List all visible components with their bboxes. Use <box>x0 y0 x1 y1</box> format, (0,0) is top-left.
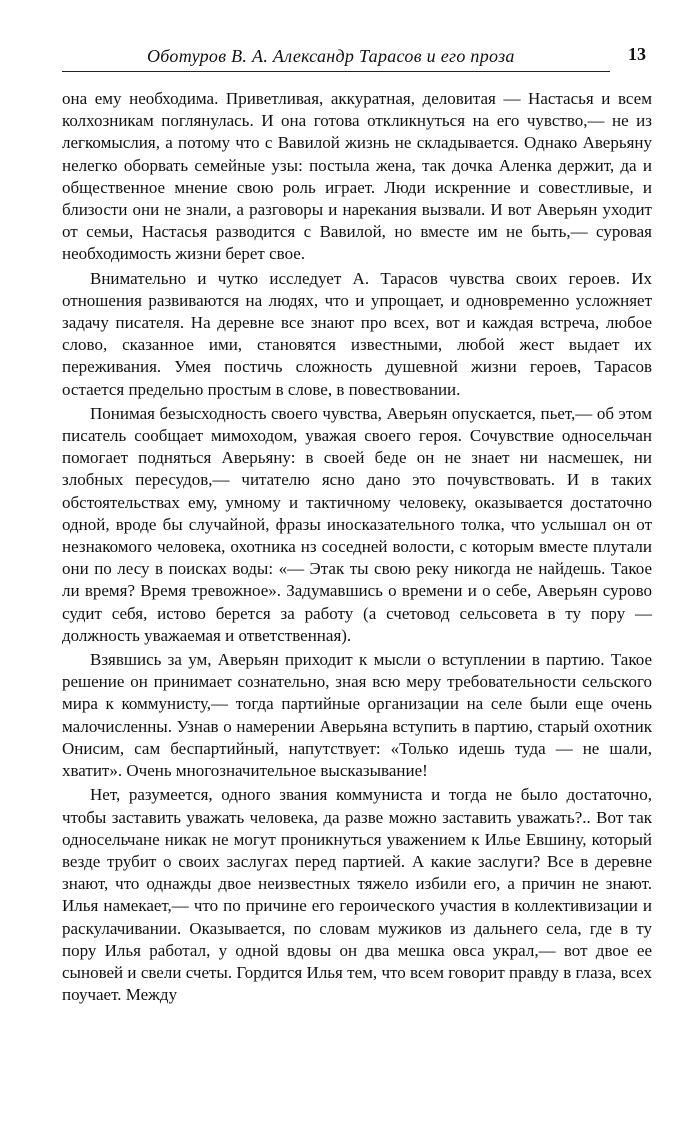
running-title: Оботуров В. А. Александр Тарасов и его проза <box>147 46 515 66</box>
paragraph: Нет, разумеется, одного звания коммуниста и тогда не было достаточно, чтобы заставить уважать человека, да разве можно заставить уважать?.. Вот так односельчане никак не могут проникнуться уважением к Илье Евшину, который везде трубит о своих заслугах перед партией. А какие заслуги? Все в деревне знают, что однажды двое неизвестных тяжело избили его, а причин не знают. Илья намекает,— что по причине его героического участия в коллективизации и раскулачивании. Оказывается, по словам мужиков из дальнего села, где в ту пору Илья работал, у одной вдовы он два мешка овса украл,— вот двое ее сыновей и свели счеты. Гордится Илья тем, что всем говорит правду в глаза, всех поучает. Между <box>62 785 652 1005</box>
paragraph: Внимательно и чутко исследует А. Тарасов чувства своих героев. Их отношения развиваются на людях, что и упрощает, и одновременно усложняет задачу писателя. На деревне все знают про всех, вот и каждая встреча, любое слово, сказанное ими, становятся известными, любой жест выдает их переживания. Умея постичь сложность душевной жизни героев, Тарасов остается предельно простым в слове, в повествовании. <box>62 268 652 399</box>
header-rule <box>62 71 610 72</box>
body-text <box>62 88 652 1006</box>
paragraph: Понимая безысходность своего чувства, Аверьян опускается, пьет,— об этом писатель сообщает мимоходом, уважая своего героя. Сочувствие односельчан помогает подняться Аверьяну: в своей беде он не знает ни насмешек, ни злобных пересудов,— читателю ясно дано это почувствовать. И в таких обстоятельствах ему, умному и тактичному человеку, оказывается достаточно одной, вроде бы случайной, фразы иносказательного толка, что услышал он от незнакомого человека, охотника нз соседней волости, с которым вместе плутали они по лесу в поисках воды: «— Этак ты свою реку никогда не найдешь. Такое ли время? Время тревожное». Задумавшись о времени и о себе, Аверьян сурово судит себя, истово берется за работу (а счетовод сельсовета в ту пору — должность уважаемая и ответственная). <box>62 403 652 645</box>
paragraph: Взявшись за ум, Аверьян приходит к мысли о вступлении в партию. Такое решение он принимает сознательно, зная всю меру требовательности сельского мира к коммунисту,— тогда партийные организации на селе были еще очень малочисленны. Узнав о намерении Аверьяна вступить в партию, старый охотник Онисим, сам беспартийный, напутствует: «Только идешь туда — не шали, хватит». Очень многозначительное высказывание! <box>62 650 652 781</box>
paragraph-continued: она ему необходима. Приветливая, аккуратная, деловитая — Настасья и всем колхозникам поглянулась. И она готова откликнуться на его чувство,— не из легкомыслия, а потому что с Вавилой жизнь не складывается. Однако Аверьяну нелегко оборвать семейные узы: постыла жена, так дочка Аленка держит, да и общественное мнение свою роль играет. Люди искренние и совестливые, и близости они не знали, а разговоры и нарекания вызвали. И вот Аверьян уходит от семьи, Настасья разводится с Вавилой, но вместе им не быть,— суровая необходимость жизни берет свое. <box>62 89 652 264</box>
page-number: 13 <box>628 44 646 64</box>
running-head <box>62 40 648 74</box>
